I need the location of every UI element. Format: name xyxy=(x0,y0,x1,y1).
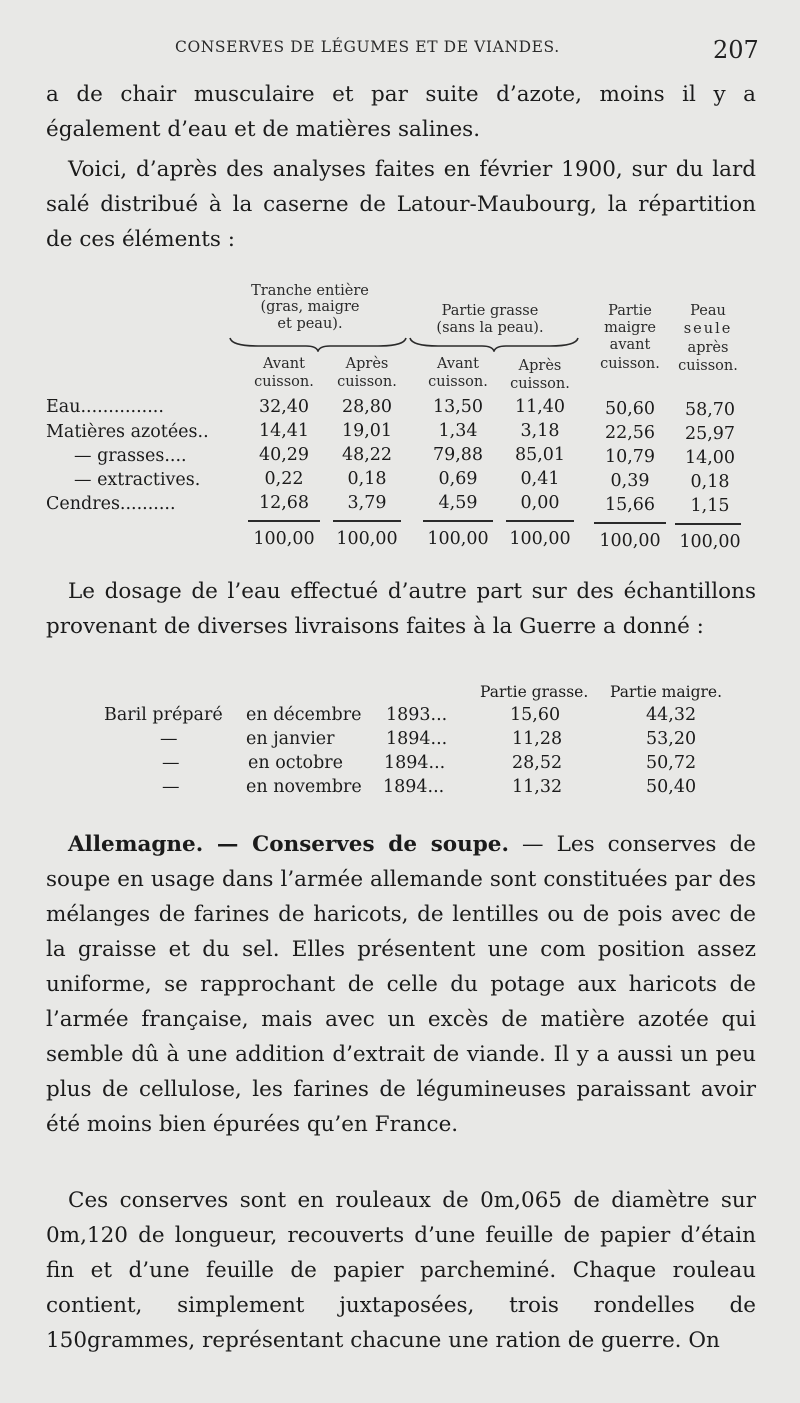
cell: 4,59 xyxy=(438,493,478,513)
cell: 79,88 xyxy=(432,445,484,465)
paragraph-3-text: Le dosage de l’eau effectué d’autre part sur des échantillons provenant de diverses livraisons faites à la Guerre a donné : xyxy=(46,579,756,639)
cell: 28,80 xyxy=(341,397,393,417)
water-col-maigre: Partie maigre. xyxy=(610,683,722,701)
total-cell: 100,00 xyxy=(253,529,315,549)
total-cell: 100,00 xyxy=(509,529,571,549)
col-group-tranche-line2: (gras, maigre xyxy=(260,299,360,315)
water-row-label: Baril préparé xyxy=(104,705,223,725)
cell: 0,18 xyxy=(347,469,387,489)
paragraph-1: a de chair musculaire et par suite d’azote, moins il y a également d’eau et de matières salines. xyxy=(46,82,756,142)
cell: 10,79 xyxy=(604,447,656,467)
water-col-grasse: Partie grasse. xyxy=(480,683,589,701)
row-label-extractives: — extractives. xyxy=(74,470,201,490)
water-row-year: 1894... xyxy=(384,753,446,773)
col-group-grasse-line1: Partie grasse xyxy=(441,303,539,319)
water-row-grasse: 28,52 xyxy=(512,753,563,773)
col-maigre-line4: cuisson. xyxy=(600,356,660,372)
cell: 0,69 xyxy=(438,469,478,489)
paragraph-4 xyxy=(46,827,756,1142)
brace-grasse xyxy=(408,336,580,352)
water-row-month: en octobre xyxy=(248,753,344,773)
page-header xyxy=(0,36,800,70)
water-row-grasse: 11,28 xyxy=(512,729,563,749)
total-rule xyxy=(506,520,574,522)
subhdr-cuisson-4: cuisson. xyxy=(510,376,570,392)
water-row-maigre: 50,40 xyxy=(646,777,697,797)
col-maigre-line2: maigre xyxy=(604,320,656,336)
paragraph-5-text: Ces conserves sont en rouleaux de 0m,065 de diamètre sur 0m,120 de longueur, recouverts d’une feuille de papier d’étain fin et d’une feuille de papier parcheminé. Chaque rouleau contient, simplement juxtaposées, trois rondelles de 150grammes, représentant chacune une ration de guerre. On xyxy=(46,1188,756,1353)
water-row-month: en décembre xyxy=(246,705,362,725)
paragraph-2 xyxy=(46,152,756,257)
water-row-year: 1894... xyxy=(386,729,448,749)
cell: 3,79 xyxy=(347,493,387,513)
col-peau-line1: Peau xyxy=(690,303,726,319)
total-rule xyxy=(675,523,741,525)
cell: 15,66 xyxy=(604,495,656,515)
col-group-grasse-line2: (sans la peau). xyxy=(436,320,544,336)
cell: 14,00 xyxy=(684,448,736,468)
subhdr-apres-2: Après xyxy=(518,358,562,374)
cell: 0,41 xyxy=(520,469,560,489)
water-row-maigre: 44,32 xyxy=(646,705,697,725)
total-rule xyxy=(594,522,666,524)
total-cell: 100,00 xyxy=(427,529,489,549)
cell: 3,18 xyxy=(520,421,560,441)
water-row-grasse: 15,60 xyxy=(510,705,561,725)
water-row-month: en novembre xyxy=(246,777,362,797)
row-label-cendres: Cendres.......... xyxy=(46,494,176,514)
col-group-tranche-line3: et peau). xyxy=(277,316,343,332)
cell: 0,00 xyxy=(520,493,560,513)
subhdr-avant-1: Avant xyxy=(263,356,305,372)
col-maigre-line1: Partie xyxy=(608,303,652,319)
paragraph-3 xyxy=(46,574,756,644)
subhdr-avant-2: Avant xyxy=(437,356,479,372)
total-cell: 100,00 xyxy=(679,532,741,552)
water-row-label: — xyxy=(162,777,180,797)
subhdr-cuisson-2: cuisson. xyxy=(337,374,397,390)
cell: 11,40 xyxy=(514,397,566,417)
water-row-maigre: 53,20 xyxy=(646,729,697,749)
subhdr-apres-1: Après xyxy=(345,356,389,372)
cell: 14,41 xyxy=(258,421,310,441)
cell: 12,68 xyxy=(258,493,310,513)
water-row-year: 1894... xyxy=(383,777,445,797)
running-title: CONSERVES DE LÉGUMES ET DE VIANDES. xyxy=(175,38,560,56)
section-heading: Allemagne. — Conserves de soupe. xyxy=(68,832,509,857)
col-peau-line3: après xyxy=(687,340,729,356)
water-row-label: — xyxy=(160,729,178,749)
cell: 58,70 xyxy=(684,400,736,420)
cell: 1,34 xyxy=(438,421,478,441)
cell: 22,56 xyxy=(604,423,656,443)
total-rule xyxy=(423,520,493,522)
cell: 0,39 xyxy=(610,471,650,491)
total-rule xyxy=(333,520,401,522)
subhdr-cuisson-3: cuisson. xyxy=(428,374,488,390)
col-maigre-line3: avant xyxy=(609,337,651,353)
water-row-grasse: 11,32 xyxy=(512,777,563,797)
brace-tranche xyxy=(228,336,408,352)
cell: 85,01 xyxy=(514,445,566,465)
water-row-year: 1893... xyxy=(386,705,448,725)
page-number: 207 xyxy=(713,36,759,64)
cell: 19,01 xyxy=(341,421,393,441)
row-label-azotees: Matières azotées.. xyxy=(46,422,209,442)
cell: 0,22 xyxy=(264,469,304,489)
row-label-grasses: — grasses.... xyxy=(74,446,187,466)
paragraph-2-text: Voici, d’après des analyses faites en février 1900, sur du lard salé distribué à la caserne de Latour-Maubourg, la répartition de ces éléments : xyxy=(46,157,756,252)
col-peau-line4: cuisson. xyxy=(678,358,738,374)
paragraph-4-text: — Les conserves de soupe en usage dans l’armée allemande sont constituées par des mélanges de farines de haricots, de lentilles ou de pois avec de la graisse et du sel. Elles présentent une com position assez uniforme, se rapprochant de celle du potage aux haricots de l’armée française, mais avec un excès de matière azotée qui semble dû à une addition d’extrait de viande. Il y a aussi un peu plus de cellulose, les farines de légumineuses paraissant avoir été moins bien épurées qu’en France. xyxy=(46,832,756,1137)
total-cell: 100,00 xyxy=(336,529,398,549)
col-group-tranche-line1: Tranche entière xyxy=(251,283,369,299)
cell: 13,50 xyxy=(432,397,484,417)
paragraph-5 xyxy=(46,1183,756,1358)
water-row-label: — xyxy=(162,753,180,773)
cell: 1,15 xyxy=(690,496,730,516)
subhdr-cuisson-1: cuisson. xyxy=(254,374,314,390)
row-label-eau: Eau............... xyxy=(46,397,164,417)
water-row-month: en janvier xyxy=(246,729,335,749)
water-row-maigre: 50,72 xyxy=(646,753,697,773)
col-peau-line2: seule xyxy=(683,321,733,337)
total-rule xyxy=(248,520,320,522)
total-cell: 100,00 xyxy=(599,531,661,551)
cell: 0,18 xyxy=(690,472,730,492)
cell: 25,97 xyxy=(684,424,736,444)
cell: 32,40 xyxy=(258,397,310,417)
cell: 50,60 xyxy=(604,399,656,419)
cell: 48,22 xyxy=(341,445,393,465)
cell: 40,29 xyxy=(258,445,310,465)
